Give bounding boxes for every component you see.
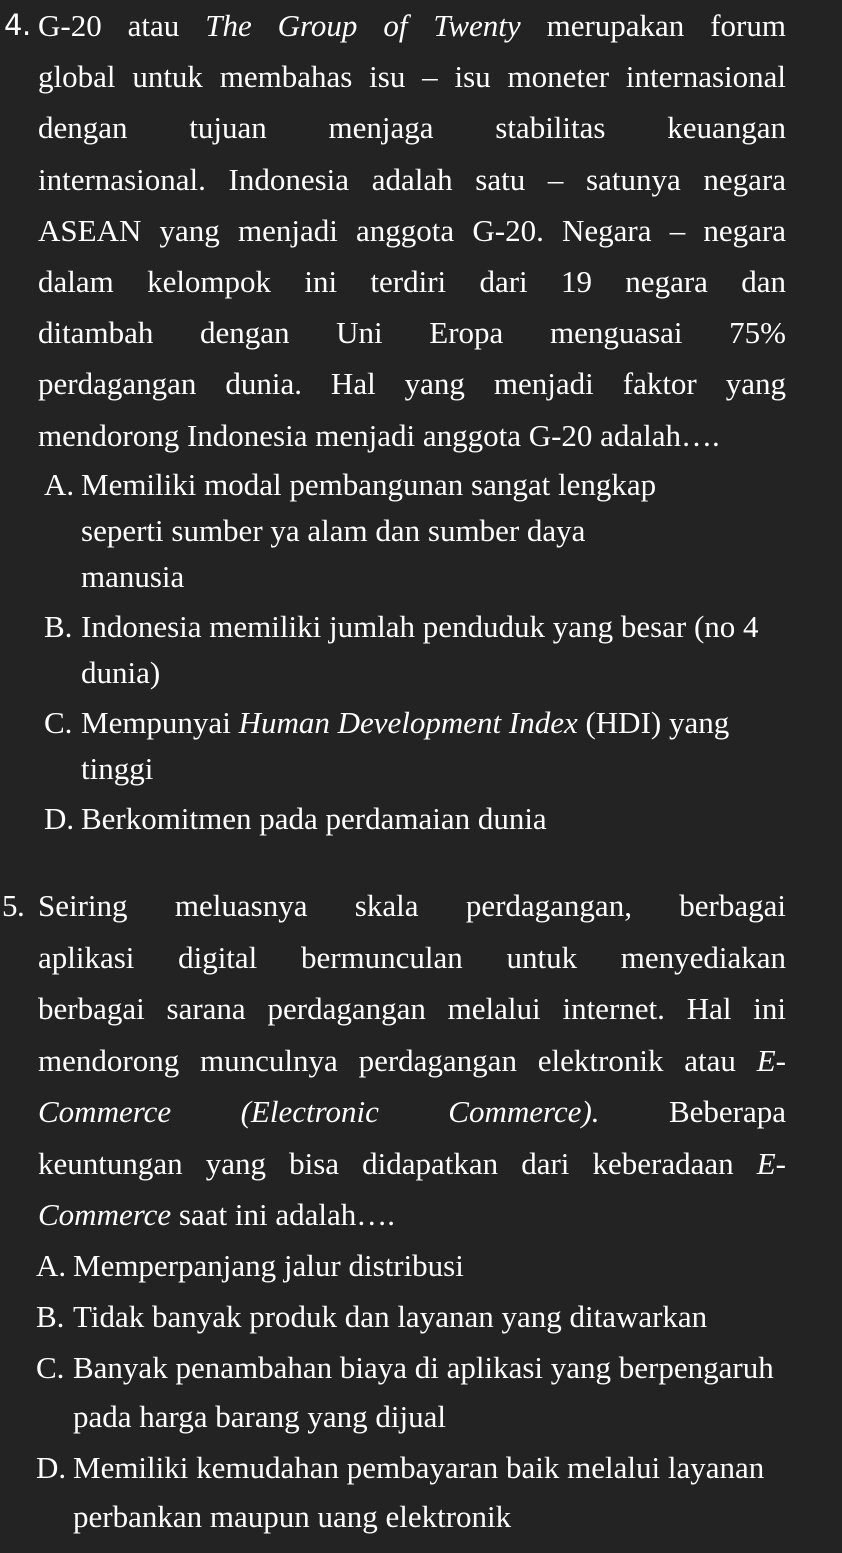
- text-run: tinggi: [81, 750, 154, 786]
- italic-text: The Group of Twenty: [205, 8, 521, 43]
- option-text-line: [73, 1392, 842, 1441]
- text-run: seperti sumber ya alam dan sumber daya: [81, 512, 586, 548]
- option-text-line: [73, 1292, 842, 1341]
- text-line: [38, 0, 786, 51]
- option-b: [0, 1292, 842, 1341]
- text-run: Memperpanjang jalur distribusi: [73, 1247, 464, 1283]
- text-run: Indonesia memiliki jumlah penduduk yang besar (no 4: [81, 608, 759, 644]
- text-line: [38, 102, 786, 153]
- text-run: Tidak banyak produk dan layanan yang ditawarkan: [73, 1298, 708, 1334]
- text-line: [38, 1189, 786, 1241]
- option-text-line: [81, 554, 842, 600]
- text-run: internasional. Indonesia adalah satu – satunya negara: [38, 161, 786, 197]
- option-d: [0, 796, 842, 842]
- option-label: C.: [36, 1349, 65, 1385]
- text-run: Mempunyai: [81, 704, 239, 740]
- option-text-line: [81, 746, 842, 792]
- text-line: [38, 932, 786, 984]
- option-d: [0, 1443, 842, 1541]
- text-line: [38, 256, 786, 307]
- text-run: dunia): [81, 654, 161, 690]
- option-text-line: [81, 700, 842, 746]
- option-label: D.: [36, 1449, 67, 1485]
- text-line: [38, 983, 786, 1035]
- option-text-line: [81, 462, 842, 508]
- option-text-line: [81, 604, 842, 650]
- answer-options: [0, 462, 842, 842]
- option-label: B.: [36, 1298, 65, 1334]
- option-text-line: [81, 796, 842, 842]
- italic-text: Commerce (Electronic Commerce).: [38, 1094, 600, 1129]
- question-number: 5.: [2, 888, 25, 923]
- text-run: Memiliki modal pembangunan sangat lengkap: [81, 466, 657, 502]
- option-text-line: [81, 508, 842, 554]
- question-text: [38, 880, 786, 1241]
- italic-text: E-: [756, 1042, 786, 1078]
- text-run: perbankan maupun uang elektronik: [73, 1498, 512, 1534]
- text-run: perdagangan dunia. Hal yang menjadi faktor yang: [38, 366, 786, 402]
- option-label: A.: [36, 1247, 67, 1283]
- text-run: dengan tujuan menjaga stabilitas keuangan: [38, 110, 786, 146]
- text-run: merupakan forum: [520, 8, 786, 43]
- option-a: [0, 1241, 842, 1290]
- text-run: Seiring meluasnya skala perdagangan, berbagai: [38, 888, 786, 923]
- italic-text: Commerce: [38, 1197, 172, 1232]
- text-run: dalam kelompok ini terdiri dari 19 negara dan: [38, 264, 786, 300]
- question-number: 4.: [4, 8, 31, 42]
- option-label: D.: [44, 800, 75, 836]
- text-run: keuntungan yang bisa didapatkan dari keberadaan: [38, 1145, 757, 1181]
- text-line: [38, 410, 786, 461]
- option-a: [0, 462, 842, 600]
- text-run: global untuk membahas isu – isu moneter internasional: [38, 59, 786, 95]
- text-line: [38, 51, 786, 102]
- text-line: [38, 880, 786, 932]
- text-run: Berkomitmen pada perdamaian dunia: [81, 800, 547, 836]
- text-line: [38, 1086, 786, 1138]
- option-text-line: [81, 650, 842, 696]
- question-5: [0, 880, 842, 1541]
- option-label: B.: [44, 608, 73, 644]
- text-run: mendorong Indonesia menjadi anggota G-20 adalah….: [38, 417, 720, 453]
- option-text-line: [73, 1343, 842, 1392]
- question-4-stem: [0, 0, 842, 461]
- text-run: ASEAN yang menjadi anggota G-20. Negara – negara: [38, 212, 786, 248]
- italic-text: Human Development Index: [238, 704, 578, 740]
- text-run: Banyak penambahan biaya di aplikasi yang berpengaruh: [73, 1349, 774, 1385]
- option-text-line: [73, 1492, 842, 1541]
- text-run: mendorong munculnya perdagangan elektronik atau: [38, 1042, 757, 1078]
- text-run: saat ini adalah….: [171, 1197, 395, 1232]
- text-line: [38, 307, 786, 358]
- text-run: berbagai sarana perdagangan melalui internet. Hal ini: [38, 991, 786, 1026]
- question-text: [38, 0, 786, 461]
- text-run: aplikasi digital bermunculan untuk menyediakan: [38, 939, 786, 975]
- option-label: C.: [44, 704, 73, 740]
- text-run: Beberapa: [599, 1094, 786, 1129]
- text-line: [38, 154, 786, 205]
- text-run: ditambah dengan Uni Eropa menguasai 75%: [38, 315, 786, 351]
- option-c: [0, 700, 842, 792]
- option-c: [0, 1343, 842, 1441]
- answer-options: [0, 1241, 842, 1541]
- text-run: (HDI) yang: [577, 704, 730, 740]
- text-run: manusia: [81, 558, 185, 594]
- text-run: G-20 atau: [38, 8, 206, 43]
- text-line: [38, 205, 786, 256]
- question-5-stem: [0, 880, 842, 1241]
- option-label: A.: [44, 466, 75, 502]
- italic-text: E-: [756, 1145, 786, 1181]
- text-run: Memiliki kemudahan pembayaran baik melalui layanan: [73, 1449, 765, 1485]
- option-text-line: [73, 1241, 842, 1290]
- text-run: pada harga barang yang dijual: [73, 1398, 446, 1434]
- text-line: [38, 358, 786, 409]
- text-line: [38, 1035, 786, 1087]
- option-text-line: [73, 1443, 842, 1492]
- option-b: [0, 604, 842, 696]
- text-line: [38, 1138, 786, 1190]
